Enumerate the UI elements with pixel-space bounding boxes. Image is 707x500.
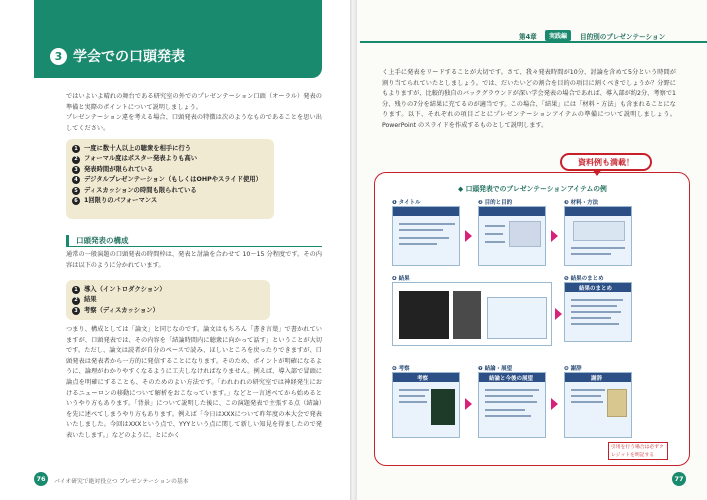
subsection-paragraph: 通常の一般演題の口頭発表の時間枠は、発表と討論を合わせて 10〜15 分程度です。その内容は以下のように分かれています。 xyxy=(66,251,322,269)
slide-caption: 謝辞 xyxy=(591,376,603,382)
feature-item: 6 1回限りのパフォーマンス xyxy=(72,196,268,206)
slide-caption: 結論と今後の展望 xyxy=(489,376,534,382)
slide-thumbnail xyxy=(564,282,632,342)
slide-thumbnail xyxy=(392,206,460,266)
feature-item: 4 デジタルプレゼンテーション（もしくはOHPやスライド使用） xyxy=(72,175,268,185)
body-paragraph: つまり、構成としては「論文」と同じなのです。論文はもちろん「書き言葉」で書かれていますが、口頭発表では、その内容を「結論時間内に聴衆に向かって話す」ということが大切です。ただし、論文は読者が自分のペースで読み、ほしいところを戻ったりできますが、口頭発表は発表者から一方的に発信することになります。そのため、ポイントが明確になるように、論理がわかりやすくなるように工夫しなければなりません。例えば、導入部で冒頭に論点を明確にすることも、そのためのよい方法です。「われわれの研究室では神経発生におけるニューロンの移動について解析をおこなっています。」などと一言述べてから始めるというやり方もあります。「背景」について説明した後に、この演題発表で主張する点（結論）を先に述べてしまうやり方もあります。例えば「今日はXXXについて昨年度の本大会で発表いたしました。今回はXXXという点で、YYYという点に関して新しい知見を得ましたので発表いたします。」などのように、とにかく xyxy=(66,326,322,439)
structure-item: 3 考察（ディスカッション） xyxy=(72,306,264,316)
bullet-number: 1 xyxy=(72,145,80,153)
slide-caption: 考察 xyxy=(417,376,429,382)
subsection-heading: 口頭発表の構成 xyxy=(66,235,129,246)
panel-label: ❼ 結論・展望 xyxy=(478,366,513,372)
slide-thumbnail xyxy=(478,206,546,266)
panel-label: ❺ 結果のまとめ xyxy=(564,276,604,282)
section-title-text: 学会での口頭発表 xyxy=(73,49,185,65)
page-number: 77 xyxy=(672,472,686,486)
slide-thumbnail xyxy=(392,282,552,346)
arrow-icon xyxy=(551,398,558,410)
callout-badge: 資料例も満載！ xyxy=(560,153,652,171)
subsection-rule xyxy=(66,246,322,247)
features-box xyxy=(66,139,274,219)
feature-item: 2 フォーマル度はポスター発表よりも高い xyxy=(72,154,268,164)
slide-thumbnail xyxy=(564,206,632,266)
header-tag: 実践編 xyxy=(545,30,571,41)
feature-item: 1 一度に数十人以上の聴衆を相手に行う xyxy=(72,144,268,154)
slide-thumbnail xyxy=(478,372,546,438)
arrow-icon xyxy=(551,230,558,242)
feature-item: 3 発表時間が限られている xyxy=(72,165,268,175)
left-page xyxy=(0,0,350,500)
bullet-number: 2 xyxy=(72,156,80,164)
panel-label: ❷ 目的と目的 xyxy=(478,200,513,206)
bullet-number: 5 xyxy=(72,187,80,195)
structure-box xyxy=(66,280,270,320)
bullet-number: 2 xyxy=(72,297,80,305)
panel-label: ❶ タイトル xyxy=(392,200,421,206)
bullet-number: 1 xyxy=(72,286,80,294)
intro-paragraph-2: プレゼンテーション違を考える場合、口頭発表の特徴は次のようなものであることを思い出してください。 xyxy=(66,114,322,132)
panel-label: ❸ 材料・方法 xyxy=(564,200,599,206)
example-title: ◆ 口頭発表でのプレゼンテーションアイテムの例 xyxy=(458,185,607,193)
callout-tail xyxy=(592,169,602,176)
panel-label: ❽ 謝辞 xyxy=(564,366,582,372)
book-gutter xyxy=(350,0,357,500)
panel-label: ❻ 考察 xyxy=(392,366,410,372)
section-title xyxy=(50,46,185,66)
section-banner xyxy=(34,0,322,78)
right-paragraph: く上手に発表をリードすることが大切です。さて、我々発表時間が10分、討論を含めて5分という時間が割り当てられていたとしましょう。では、だいたいどの割合を目的の項目に割くべきでしょうか？分野にもよりますが、比較的独自のバックグラウンドが深い学会発表の場合であれば、導入部が約2分、考察で1分、残りの7分を結果に充てるのが適当です。この場合、「結果」には「材料・方法」も含まれることになります。以下、それぞれの項目ごとにプレゼンテーションアイテムの準備について説明しましょう。PowerPoint のスライドを作成するものとして説明します。 xyxy=(382,69,676,129)
section-number: 3 xyxy=(50,48,67,65)
header-chapter: 第4章 xyxy=(519,33,537,41)
slide-thumbnail xyxy=(392,372,460,438)
feature-item: 5 ディスカッションの時間も限られている xyxy=(72,186,268,196)
page-number: 76 xyxy=(34,472,48,486)
bullet-number: 4 xyxy=(72,176,80,184)
bullet-number: 6 xyxy=(72,197,80,205)
header-title: 目的別のプレゼンテーション xyxy=(580,33,666,41)
running-footer: バイオ研究で絶対役立つ プレゼンテーションの基本 xyxy=(54,479,189,485)
intro-paragraph-1: ではいよいよ晴れの舞台である研究室の外でのプレゼンテーション口頭（オーラル）発表の準備と実際のポイントについて説明しましょう。 xyxy=(66,93,322,111)
bullet-number: 3 xyxy=(72,166,80,174)
structure-item: 2 結果 xyxy=(72,295,264,305)
arrow-icon xyxy=(465,398,472,410)
arrow-icon xyxy=(555,308,562,320)
arrow-icon xyxy=(465,230,472,242)
slide-caption: 結果のまとめ xyxy=(579,286,613,292)
panel-label: ❹ 結果 xyxy=(392,276,410,282)
bullet-number: 3 xyxy=(72,307,80,315)
structure-item: 1 導入（イントロダクション） xyxy=(72,285,264,295)
slide-thumbnail xyxy=(564,372,632,438)
citation-note: 引用を行う場合は必ずクレジットを明記する xyxy=(608,442,668,460)
